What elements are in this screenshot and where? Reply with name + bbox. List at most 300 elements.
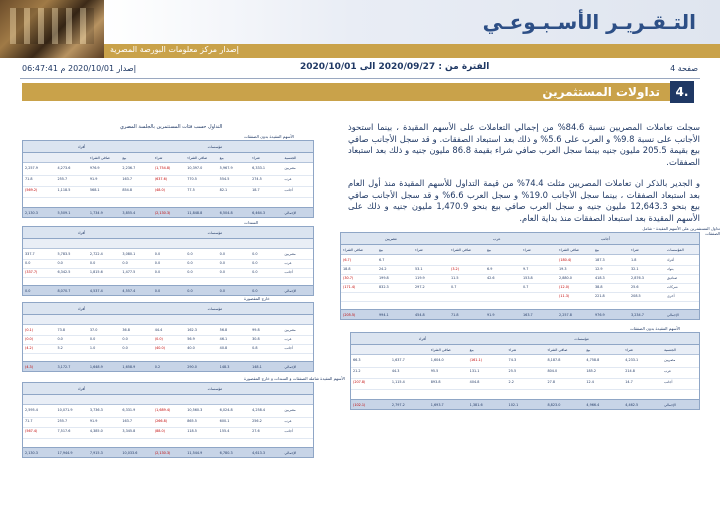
table-cell: عرب — [284, 177, 292, 181]
table-caption: الأسهم المقيدة بدون الصفقات — [244, 134, 295, 139]
column-label: شراء — [415, 248, 423, 252]
table-cell: 2,880.0 — [559, 276, 572, 280]
page-number: صفحة 4 — [670, 64, 698, 73]
table-cell: 0.0 — [219, 270, 226, 274]
table-cell: 185.2 — [586, 369, 597, 373]
table-total-row — [23, 207, 313, 217]
group-label: أفراد — [77, 387, 86, 391]
column-label: صافي الشراء — [547, 348, 568, 352]
table-cell: 5,967.9 — [219, 166, 233, 170]
table-cell: (266.8) — [154, 418, 168, 423]
total-cell: 0.0 — [252, 289, 258, 293]
table-cell: 18.8 — [343, 267, 351, 271]
table-group-header — [23, 303, 313, 315]
table-cell: (161.1) — [469, 358, 483, 362]
table-cell: مصريين — [664, 358, 676, 362]
report-title: التـقـريـر الأسـبـوعـي — [482, 10, 696, 34]
table-cell: 4,758.8 — [586, 358, 600, 362]
table-row-line — [23, 277, 313, 278]
table-column-header — [23, 315, 313, 325]
total-cell: 1,648.9 — [89, 365, 103, 369]
total-cell: 1,381.6 — [469, 403, 483, 407]
table-row-line — [23, 353, 313, 354]
table-cell: 10,397.0 — [187, 166, 203, 170]
table-row-line — [341, 274, 699, 275]
total-cell: 163.7 — [523, 313, 533, 317]
table-cell: 854.8 — [122, 188, 133, 192]
table-cell: (569.2) — [25, 188, 38, 192]
total-cell: 454.8 — [415, 313, 425, 317]
table-group-header — [341, 233, 699, 245]
group-label: مؤسسات — [207, 387, 223, 391]
table-cell: (207.8) — [353, 380, 366, 384]
table-cell: 804.0 — [547, 369, 558, 373]
table-cell: 0.8 — [252, 346, 258, 350]
table-cell: 0.0 — [187, 261, 193, 265]
table-caption: السندات — [244, 220, 259, 225]
data-table — [22, 140, 314, 218]
table-cell: 91.9 — [89, 177, 98, 181]
column-label: صافي الشراء — [559, 248, 579, 252]
table-cell: 0.0 — [219, 252, 226, 256]
total-cell: 2,130.3 — [25, 211, 38, 215]
table-cell: 131.1 — [469, 369, 480, 373]
table-cell: (4.2) — [25, 346, 34, 350]
table-row-line — [23, 175, 313, 176]
total-cell: 5,509.1 — [57, 211, 71, 215]
table-cell: 11.5 — [451, 276, 459, 280]
table-cell: 0.0 — [252, 270, 258, 274]
table-cell: 0.0 — [252, 252, 258, 256]
total-cell: (4.3) — [25, 365, 34, 369]
group-label: مؤسسات — [574, 337, 589, 341]
table-row-line — [351, 389, 699, 390]
table-cell: بنوك — [667, 267, 674, 271]
table-cell: 0.0 — [122, 337, 128, 341]
table-cell: أجانب — [284, 188, 293, 192]
table-group-header — [23, 227, 313, 239]
total-cell: 4,557.4 — [122, 289, 136, 293]
table-row-line — [23, 417, 313, 418]
table-caption: الأسهم المقيدة بدون الصفقات — [630, 326, 681, 331]
total-cell: 1,658.9 — [122, 365, 136, 369]
table-cell: 2,257.9 — [25, 166, 38, 170]
group-label: مؤسسات — [207, 307, 223, 311]
table-cell: 0.0 — [154, 252, 161, 256]
table-group-header — [351, 333, 699, 345]
table-row-line — [341, 301, 699, 302]
left-panel-title: التداول حسب فئات المستثمرين بالجلسة المصري — [120, 124, 223, 130]
table-total-row — [23, 447, 313, 457]
total-cell: 2,257.8 — [559, 313, 572, 317]
table-cell: 32.1 — [631, 267, 639, 271]
table-cell: 40.0 — [187, 346, 195, 350]
table-cell: 1.0 — [89, 346, 96, 350]
total-cell: 0.0 — [219, 289, 226, 293]
table-cell: 6,342.5 — [57, 270, 71, 274]
group-label: مصريين — [385, 237, 397, 241]
table-cell: 44.4 — [154, 328, 163, 332]
total-cell: الإجمالي — [284, 451, 297, 455]
table-cell: (180.4) — [559, 258, 572, 262]
table-cell: (171.4) — [343, 285, 356, 289]
data-table — [22, 226, 314, 296]
table-cell: 214.8 — [625, 369, 635, 373]
table-cell: 221.8 — [595, 294, 605, 298]
total-cell: 6,504.8 — [219, 211, 233, 215]
table-cell: 1,637.7 — [391, 358, 405, 362]
table-cell: 976.9 — [89, 166, 100, 170]
total-cell: 4,966.4 — [586, 403, 600, 407]
total-cell: 71.8 — [451, 313, 459, 317]
table-cell: عرب — [284, 261, 292, 265]
total-cell: 148.3 — [219, 365, 230, 369]
table-cell: 1,815.6 — [89, 270, 103, 274]
table-column-header — [23, 239, 313, 249]
table-row-line — [23, 335, 313, 336]
table-cell: 40.8 — [219, 346, 228, 350]
column-label: صافي الشراء — [451, 248, 471, 252]
table-cell: صناديق — [667, 276, 678, 280]
table-group-header — [23, 383, 313, 395]
table-cell: 274.5 — [252, 177, 262, 181]
table-cell: 4,258.4 — [252, 408, 266, 412]
table-row-line — [23, 427, 313, 428]
table-cell: (48.0) — [154, 188, 165, 192]
table-cell: 74.3 — [508, 358, 517, 362]
info-row — [0, 60, 720, 78]
table-cell: 832.3 — [379, 285, 389, 289]
total-cell: 3,234.7 — [631, 313, 644, 317]
data-table — [350, 332, 700, 410]
total-cell: 3,172.7 — [57, 365, 71, 369]
table-cell: 36.8 — [122, 328, 130, 332]
table-cell: (0.1) — [25, 328, 34, 332]
table-cell: 0.0 — [154, 261, 161, 265]
table-cell: 25.6 — [631, 285, 639, 289]
table-row-line — [341, 265, 699, 266]
total-cell: (205.5) — [343, 313, 356, 317]
table-total-row — [23, 361, 313, 371]
table-row-line — [23, 344, 313, 345]
table-cell: 10,071.9 — [57, 408, 73, 412]
total-cell: 1,693.7 — [430, 403, 444, 407]
table-cell: 21.2 — [353, 369, 361, 373]
table-cell: 53.1 — [415, 267, 423, 271]
table-cell: 0.0 — [154, 270, 161, 274]
total-cell: 91.9 — [487, 313, 495, 317]
table-cell: 56.8 — [219, 328, 228, 332]
total-cell: 994.1 — [379, 313, 389, 317]
table-row-line — [23, 438, 313, 439]
table-column-header — [23, 395, 313, 405]
total-cell: 6,780.3 — [219, 451, 233, 455]
table-cell: 418.3 — [595, 276, 605, 280]
table-cell: 66.3 — [353, 358, 361, 362]
table-cell: 18.7 — [252, 188, 260, 192]
table-cell: 162.3 — [187, 328, 197, 332]
group-label: أجانب — [601, 237, 610, 241]
table-cell: 99.8 — [252, 328, 260, 332]
table-cell: 4,273.6 — [57, 166, 71, 170]
total-cell: الإجمالي — [664, 403, 676, 407]
column-label: بيع — [469, 348, 474, 352]
table-total-row — [351, 399, 699, 409]
table-cell: 44.3 — [391, 369, 400, 373]
table-cell: (6.7) — [343, 258, 352, 262]
table-cell: 12.4 — [586, 380, 594, 384]
table-cell: 0.0 — [219, 261, 226, 265]
table-caption: الأسهم المقيدة شاملة الصفقات و السندات و خارج المقصورة — [244, 376, 345, 381]
total-cell: 4,613.3 — [252, 451, 266, 455]
total-cell: 290.0 — [187, 365, 197, 369]
table-cell: (40.0) — [154, 346, 165, 350]
table-cell: عرب — [284, 337, 292, 341]
table-cell: أجانب — [284, 270, 293, 274]
table-row-line — [341, 292, 699, 293]
table-cell: أفراد — [667, 258, 674, 262]
section-title: تداولات المستثمرين — [542, 85, 660, 99]
table-cell: 2,722.4 — [89, 252, 103, 256]
column-label: شراء — [154, 156, 163, 160]
table-cell: 77.5 — [187, 188, 195, 192]
total-cell: 2,130.3 — [25, 451, 38, 455]
section-number: 4. — [670, 81, 694, 103]
report-header — [0, 0, 720, 58]
table-cell: 600.1 — [219, 418, 230, 423]
table-cell: مصريين — [284, 328, 296, 332]
table-cell: 6.9 — [487, 267, 493, 271]
column-label: الجنسية — [284, 156, 297, 160]
table-cell: 255.7 — [57, 418, 68, 423]
table-cell: 73.8 — [57, 328, 65, 332]
table-group-header — [23, 141, 313, 153]
table-cell: 4,385.0 — [89, 429, 103, 433]
data-table — [22, 382, 314, 458]
total-cell: 17,944.9 — [57, 451, 73, 455]
table-cell: 0.0 — [187, 252, 193, 256]
table-row-line — [23, 259, 313, 260]
table-cell: 19.3 — [559, 267, 567, 271]
total-cell: الإجمالي — [667, 313, 679, 317]
total-cell: الإجمالي — [284, 211, 297, 215]
total-cell: 8,070.7 — [57, 289, 71, 293]
table-cell: 46.1 — [219, 337, 228, 341]
column-label: شراء — [523, 248, 531, 252]
table-row-line — [351, 367, 699, 368]
table-cell: 38.8 — [595, 285, 603, 289]
table-cell: 865.5 — [187, 418, 197, 423]
column-label: شراء — [252, 156, 260, 160]
table-cell: 4,233.1 — [625, 358, 639, 362]
table-cell: 255.7 — [57, 177, 68, 181]
table-cell: 0.0 — [122, 346, 128, 350]
table-cell: 1,477.5 — [122, 270, 136, 274]
table-cell: 770.5 — [187, 177, 197, 181]
table-cell: 24.2 — [379, 267, 387, 271]
table-cell: 25.5 — [508, 369, 517, 373]
table-cell: 118.5 — [187, 429, 197, 433]
column-label: صافي الشراء — [430, 348, 451, 352]
table-cell: 187.3 — [595, 258, 605, 262]
table-cell: 256.2 — [252, 418, 262, 423]
table-cell: 30.8 — [252, 337, 260, 341]
table-cell: مصريين — [284, 408, 296, 412]
total-cell: الإجمالي — [284, 289, 297, 293]
paragraph-ytd: و الجدير بالذكر ان تعاملات المصريين مثلت 74.4% من قيمة التداول للأسهم المقيدة منذ أول العام بعد استبعاد الصفقات ، بينما سجل الأجانب 19.0% و سجل العرب 6.6% و قد سجل الأجانب صافي بيع بنحو 12,643.3 مليون جنيه و سجل العرب صافي بيع بنحو 1,470.9 مليون جنيه و ذلك على الأسهم المقيدة بعد استبعاد الصفقات منذ بداية العام. — [348, 178, 701, 223]
table-cell: 893.8 — [430, 380, 441, 384]
column-label: بيع — [595, 248, 599, 252]
table-caption: خارج المقصورة — [244, 296, 270, 301]
table-cell: 91.9 — [89, 418, 98, 423]
total-cell: 0.0 — [187, 289, 193, 293]
table-cell: أجانب — [664, 380, 673, 384]
table-row-line — [23, 197, 313, 198]
column-label: بيع — [379, 248, 383, 252]
issue-timestamp: إصدار 2020/10/01 م 06:47:41 — [22, 64, 136, 73]
column-label: بيع — [487, 248, 491, 252]
header-banner — [104, 0, 720, 44]
table-cell: 119.9 — [415, 276, 425, 280]
data-table — [22, 302, 314, 372]
group-label: مؤسسات — [207, 145, 223, 149]
total-cell: (2,130.3) — [154, 451, 171, 455]
table-cell: 2,236.7 — [122, 166, 136, 170]
table-cell: مصريين — [284, 252, 296, 256]
total-cell: 976.9 — [595, 313, 605, 317]
table-cell: 1,115.4 — [391, 380, 405, 384]
table-row-line — [341, 283, 699, 284]
table-total-row — [23, 285, 313, 295]
column-label: شراء — [508, 348, 517, 352]
table-column-header — [341, 245, 699, 255]
table-cell: (637.6) — [154, 177, 168, 181]
total-cell: 4,462.5 — [625, 403, 639, 407]
table-cell: 71.7 — [25, 418, 33, 423]
section-bar — [22, 83, 694, 101]
column-label: بيع — [219, 156, 224, 160]
table-cell: أجانب — [284, 429, 293, 433]
total-cell: 0.0 — [25, 289, 31, 293]
table-cell: 95.5 — [430, 369, 439, 373]
table-cell: 0.0 — [57, 261, 63, 265]
column-label: شراء — [625, 348, 633, 352]
table-cell: (0.0) — [154, 337, 163, 341]
publisher-label: إصدار مركز معلومات البورصة المصرية — [110, 45, 239, 54]
table-cell: عرب — [664, 369, 672, 373]
table-cell: 2.2 — [508, 380, 514, 384]
total-cell: 1,734.9 — [89, 211, 103, 215]
table-cell: 9.7 — [523, 267, 529, 271]
table-cell: 554.5 — [219, 177, 230, 181]
total-cell: 7,915.3 — [89, 451, 103, 455]
table-cell: (337.7) — [25, 270, 38, 274]
table-cell: 0.0 — [187, 270, 193, 274]
table-cell: (1,689.4) — [154, 408, 171, 412]
table-cell: 5.2 — [57, 346, 63, 350]
table-cell: 8,187.8 — [547, 358, 561, 362]
table-cell: (3.2) — [451, 267, 460, 271]
table-cell: 2,876.3 — [631, 276, 644, 280]
table-cell: 155.4 — [219, 429, 230, 433]
table-column-header — [23, 153, 313, 163]
paragraph-weekly: سجلت تعاملات المصريين نسبة 84.6% من إجمالي التعاملات على الأسهم المقيدة ، بينما استحوذ الأجانب على نسبة 9.8% و العرب على 5.6% و ذلك بعد استبعاد الصفقات. و قد سجل الأجانب صافي بيع بقيمة 205.5 مليون جنيه بينما سجل العرب صافي شراء بقيمة 86.8 مليون جنيه و ذلك بعد استبعاد الصفقات. — [348, 122, 700, 167]
group-label: أفراد — [77, 307, 86, 311]
column-label: المؤسسات — [667, 248, 684, 252]
table-cell: 404.8 — [469, 380, 480, 384]
table-cell: 27.8 — [547, 380, 555, 384]
group-label: أفراد — [418, 337, 427, 341]
table-cell: 0.7 — [451, 285, 457, 289]
table-cell: 0.0 — [89, 337, 96, 341]
table-cell: 6,024.8 — [219, 408, 233, 412]
total-cell: 4,537.4 — [89, 289, 103, 293]
table-cell: (12.0) — [559, 285, 570, 289]
table-cell: (30.7) — [343, 276, 354, 280]
table-cell: 1.8 — [631, 258, 637, 262]
total-cell: 8,823.0 — [547, 403, 561, 407]
group-label: مؤسسات — [207, 231, 223, 235]
table-total-row — [341, 309, 699, 319]
table-cell: 14.7 — [625, 380, 633, 384]
table-cell: 0.0 — [57, 337, 63, 341]
column-label: صافي الشراء — [343, 248, 363, 252]
table-row-line — [23, 268, 313, 269]
table-cell: 7,517.6 — [57, 429, 71, 433]
column-label: بيع — [586, 348, 591, 352]
total-cell: 3,855.4 — [122, 211, 136, 215]
table-cell: 0.0 — [122, 261, 128, 265]
table-cell: 337.7 — [25, 252, 35, 256]
group-label: أفراد — [77, 145, 86, 149]
table-cell: 0.0 — [252, 261, 258, 265]
table-cell: مصريين — [284, 166, 296, 170]
table-cell: 71.8 — [25, 177, 33, 181]
table-cell: 208.5 — [631, 294, 641, 298]
table-cell: أجانب — [284, 346, 293, 350]
table-cell: (88.0) — [154, 429, 165, 433]
header-divider — [20, 78, 700, 79]
total-cell: 0.2 — [154, 365, 161, 369]
exchange-hall-photo — [0, 0, 104, 58]
total-cell: 11,544.9 — [187, 451, 203, 455]
table-cell: (1,754.8) — [154, 166, 171, 170]
table-cell: 1,118.5 — [57, 188, 71, 192]
table-caption: تداول المستثمرين على الأسهم المقيدة - شامل الصفقات — [642, 226, 720, 236]
table-cell: 199.8 — [379, 276, 389, 280]
column-label: بيع — [122, 156, 127, 160]
table-cell: 3,345.8 — [122, 429, 136, 433]
table-cell: 0.0 — [89, 261, 96, 265]
column-label: الجنسية — [664, 348, 676, 352]
table-cell: 42.6 — [487, 276, 495, 280]
table-cell: 37.0 — [89, 328, 98, 332]
table-cell: 1,604.0 — [430, 358, 444, 362]
table-cell: (567.4) — [25, 429, 38, 433]
report-period: الفترة من : 2020/09/27 الى 2020/10/01 — [300, 62, 490, 72]
table-cell: 27.6 — [252, 429, 260, 433]
table-row-line — [351, 378, 699, 379]
table-cell: 568.1 — [89, 188, 100, 192]
total-cell: (2,130.3) — [154, 211, 171, 215]
group-label: أفراد — [77, 231, 86, 235]
total-cell: 102.1 — [508, 403, 519, 407]
group-label: عرب — [493, 237, 501, 241]
table-cell: 3,080.1 — [122, 252, 136, 256]
table-cell: 163.7 — [122, 418, 133, 423]
table-cell: 6,333.1 — [252, 166, 266, 170]
table-cell: عرب — [284, 418, 292, 423]
